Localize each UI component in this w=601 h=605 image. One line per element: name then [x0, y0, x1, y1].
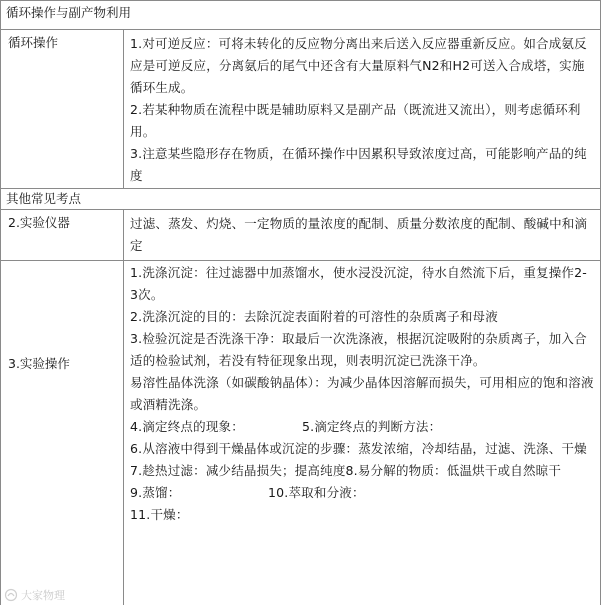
content-line: 易溶性晶体洗涤（如碳酸钠晶体）：为减少晶体因溶解而损失，可用相应的饱和溶液或酒精洗涤。	[130, 375, 594, 412]
watermark-text: 大家物理	[21, 589, 65, 602]
watermark-logo-icon	[4, 588, 18, 602]
section-title: 其他常见考点	[6, 191, 82, 206]
content-line: 6.从溶液中得到干燥晶体或沉淀的步骤：蒸发浓缩，冷却结晶，过滤、洗涤、干燥	[130, 441, 587, 456]
content-item: 9.蒸馏：	[130, 485, 181, 500]
section-header-other	[0, 188, 601, 209]
content-item: 4.滴定终点的现象：	[130, 419, 244, 434]
content-line: 2.若某种物质在流程中既是辅助原料又是副产品（既流进又流出），则考虑循环利用。	[130, 102, 581, 139]
section-title: 循环操作与副产物利用	[6, 5, 132, 20]
content-line: 过滤、蒸发、灼烧、一定物质的量浓度的配制、质量分数浓度的配制、酸碱中和滴定	[130, 216, 588, 253]
content-line: 1.对可逆反应：可将未转化的反应物分离出来后送入反应器重新反应。如合成氨反应是可逆反应，分离氨后的尾气中还含有大量原料气N2和H2可送入合成塔，实施循环生成。	[130, 36, 587, 95]
row-label: 2.实验仪器	[8, 215, 70, 230]
table-row	[0, 29, 601, 188]
content-item: 5.滴定终点的判断方法：	[302, 419, 442, 434]
table-row	[0, 260, 601, 605]
content-line-pair	[130, 416, 595, 438]
row-label-cell	[0, 210, 124, 260]
content-line: 1.洗涤沉淀：往过滤器中加蒸馏水，使水浸没沉淀，待水自然流下后，重复操作2-3次。	[130, 265, 587, 302]
row-label-cell	[0, 261, 124, 605]
content-line: 3.检验沉淀是否洗涤干净：取最后一次洗涤液，根据沉淀吸附的杂质离子，加入合适的检验试剂，若没有特征现象出现，则表明沉淀已洗涤干净。	[130, 331, 587, 368]
content-item: 10.萃取和分液：	[268, 485, 365, 500]
content-line: 11.干燥：	[130, 507, 189, 522]
row-content-cell	[124, 261, 601, 605]
watermark	[4, 587, 65, 603]
row-content-cell	[124, 210, 601, 260]
content-line: 3.注意某些隐形存在物质，在循环操作中因累积导致浓度过高，可能影响产品的纯度	[130, 146, 587, 183]
table-row	[0, 209, 601, 260]
content-line: 2.洗涤沉淀的目的：去除沉淀表面附着的可溶性的杂质离子和母液	[130, 309, 498, 324]
row-label: 3.实验操作	[8, 356, 70, 371]
table-border-left	[0, 0, 1, 605]
row-label-cell	[0, 30, 124, 188]
row-content-cell	[124, 30, 601, 188]
content-line: 7.趁热过滤：减少结晶损失；提高纯度8.易分解的物质：低温烘干或自然晾干	[130, 463, 562, 478]
section-header-cycle	[0, 0, 601, 29]
content-line-pair	[130, 482, 595, 504]
row-label: 循环操作	[8, 35, 59, 50]
